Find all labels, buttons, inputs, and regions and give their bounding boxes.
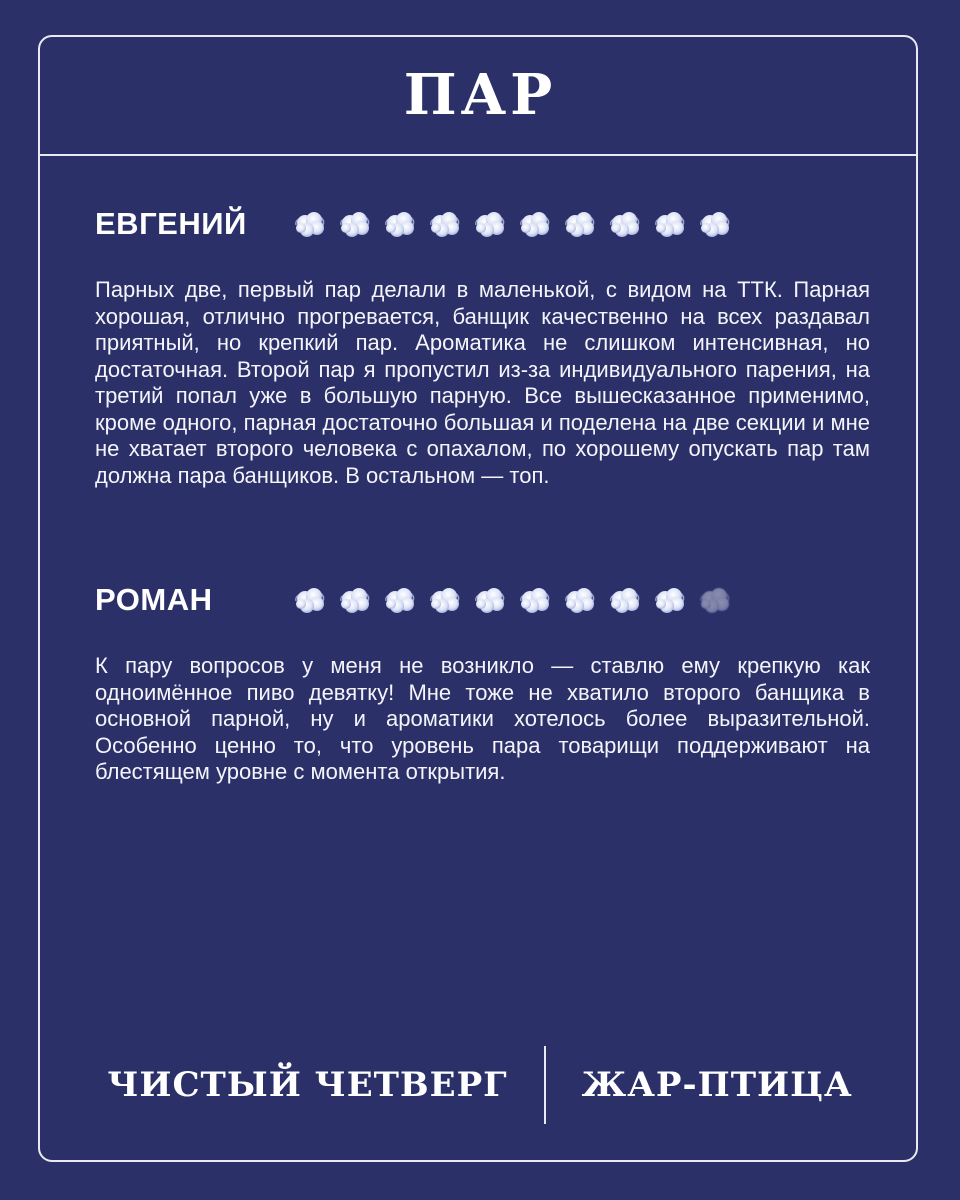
footer-brands (0, 1045, 960, 1125)
steam-cloud-icon (518, 209, 552, 239)
steam-cloud-icon (608, 585, 642, 615)
steam-cloud-icon (383, 585, 417, 615)
steam-cloud-icon (563, 585, 597, 615)
steam-cloud-icon (428, 209, 462, 239)
steam-cloud-icon (338, 209, 372, 239)
page-title: ПАР (403, 62, 557, 128)
review-text: Парных две, первый пар делали в маленькой, с видом на ТТК. Парная хорошая, отлично прогревается, банщик качественно на всех раздавал приятный, но крепкий пар. Ароматика не слишком интенсивная, но достаточная. Второй пар я пропустил из-за индивидуального парения, на третий попал уже в большую парную. Все вышесказанное применимо, кроме одного, парная достаточно большая и поделена на две секции и мне не хватает второго человека с опахалом, по хорошему опускать пар там должна пара банщиков. В остальном — топ. (95, 277, 870, 488)
steam-cloud-icon (653, 209, 687, 239)
reviewer-name: РОМАН (95, 582, 213, 617)
steam-cloud-icon (608, 209, 642, 239)
steam-cloud-icon (653, 585, 687, 615)
review-text: К пару вопросов у меня не возникло — ставлю ему крепкую как одноимённое пиво девятку! Мне тоже не хватило второго банщика в основной парной, ну и ароматики хотелось более выразительной. Особенно ценно то, что уровень пара товарищи поддерживают на блестящем уровне с момента открытия. (95, 653, 870, 784)
footer-brand-left: ЧИСТЫЙ ЧЕТВЕРГ (107, 1065, 508, 1105)
reviewer-name: ЕВГЕНИЙ (95, 206, 247, 241)
steam-cloud-icon (563, 209, 597, 239)
steam-cloud-icon (518, 585, 552, 615)
footer-separator (544, 1046, 546, 1124)
title-divider (38, 154, 918, 156)
steam-cloud-icon (383, 209, 417, 239)
steam-cloud-icon (698, 209, 732, 239)
rating-steam (293, 209, 732, 239)
review-roman (95, 575, 870, 786)
footer-brand-right: ЖАР-ПТИЦА (581, 1065, 853, 1105)
steam-cloud-icon (428, 585, 462, 615)
steam-cloud-icon (473, 209, 507, 239)
steam-cloud-icon (473, 585, 507, 615)
steam-cloud-icon (293, 209, 327, 239)
steam-cloud-icon (293, 585, 327, 615)
steam-cloud-icon (338, 585, 372, 615)
steam-cloud-icon (698, 585, 732, 615)
rating-steam (293, 585, 732, 615)
review-evgeny (95, 199, 870, 489)
